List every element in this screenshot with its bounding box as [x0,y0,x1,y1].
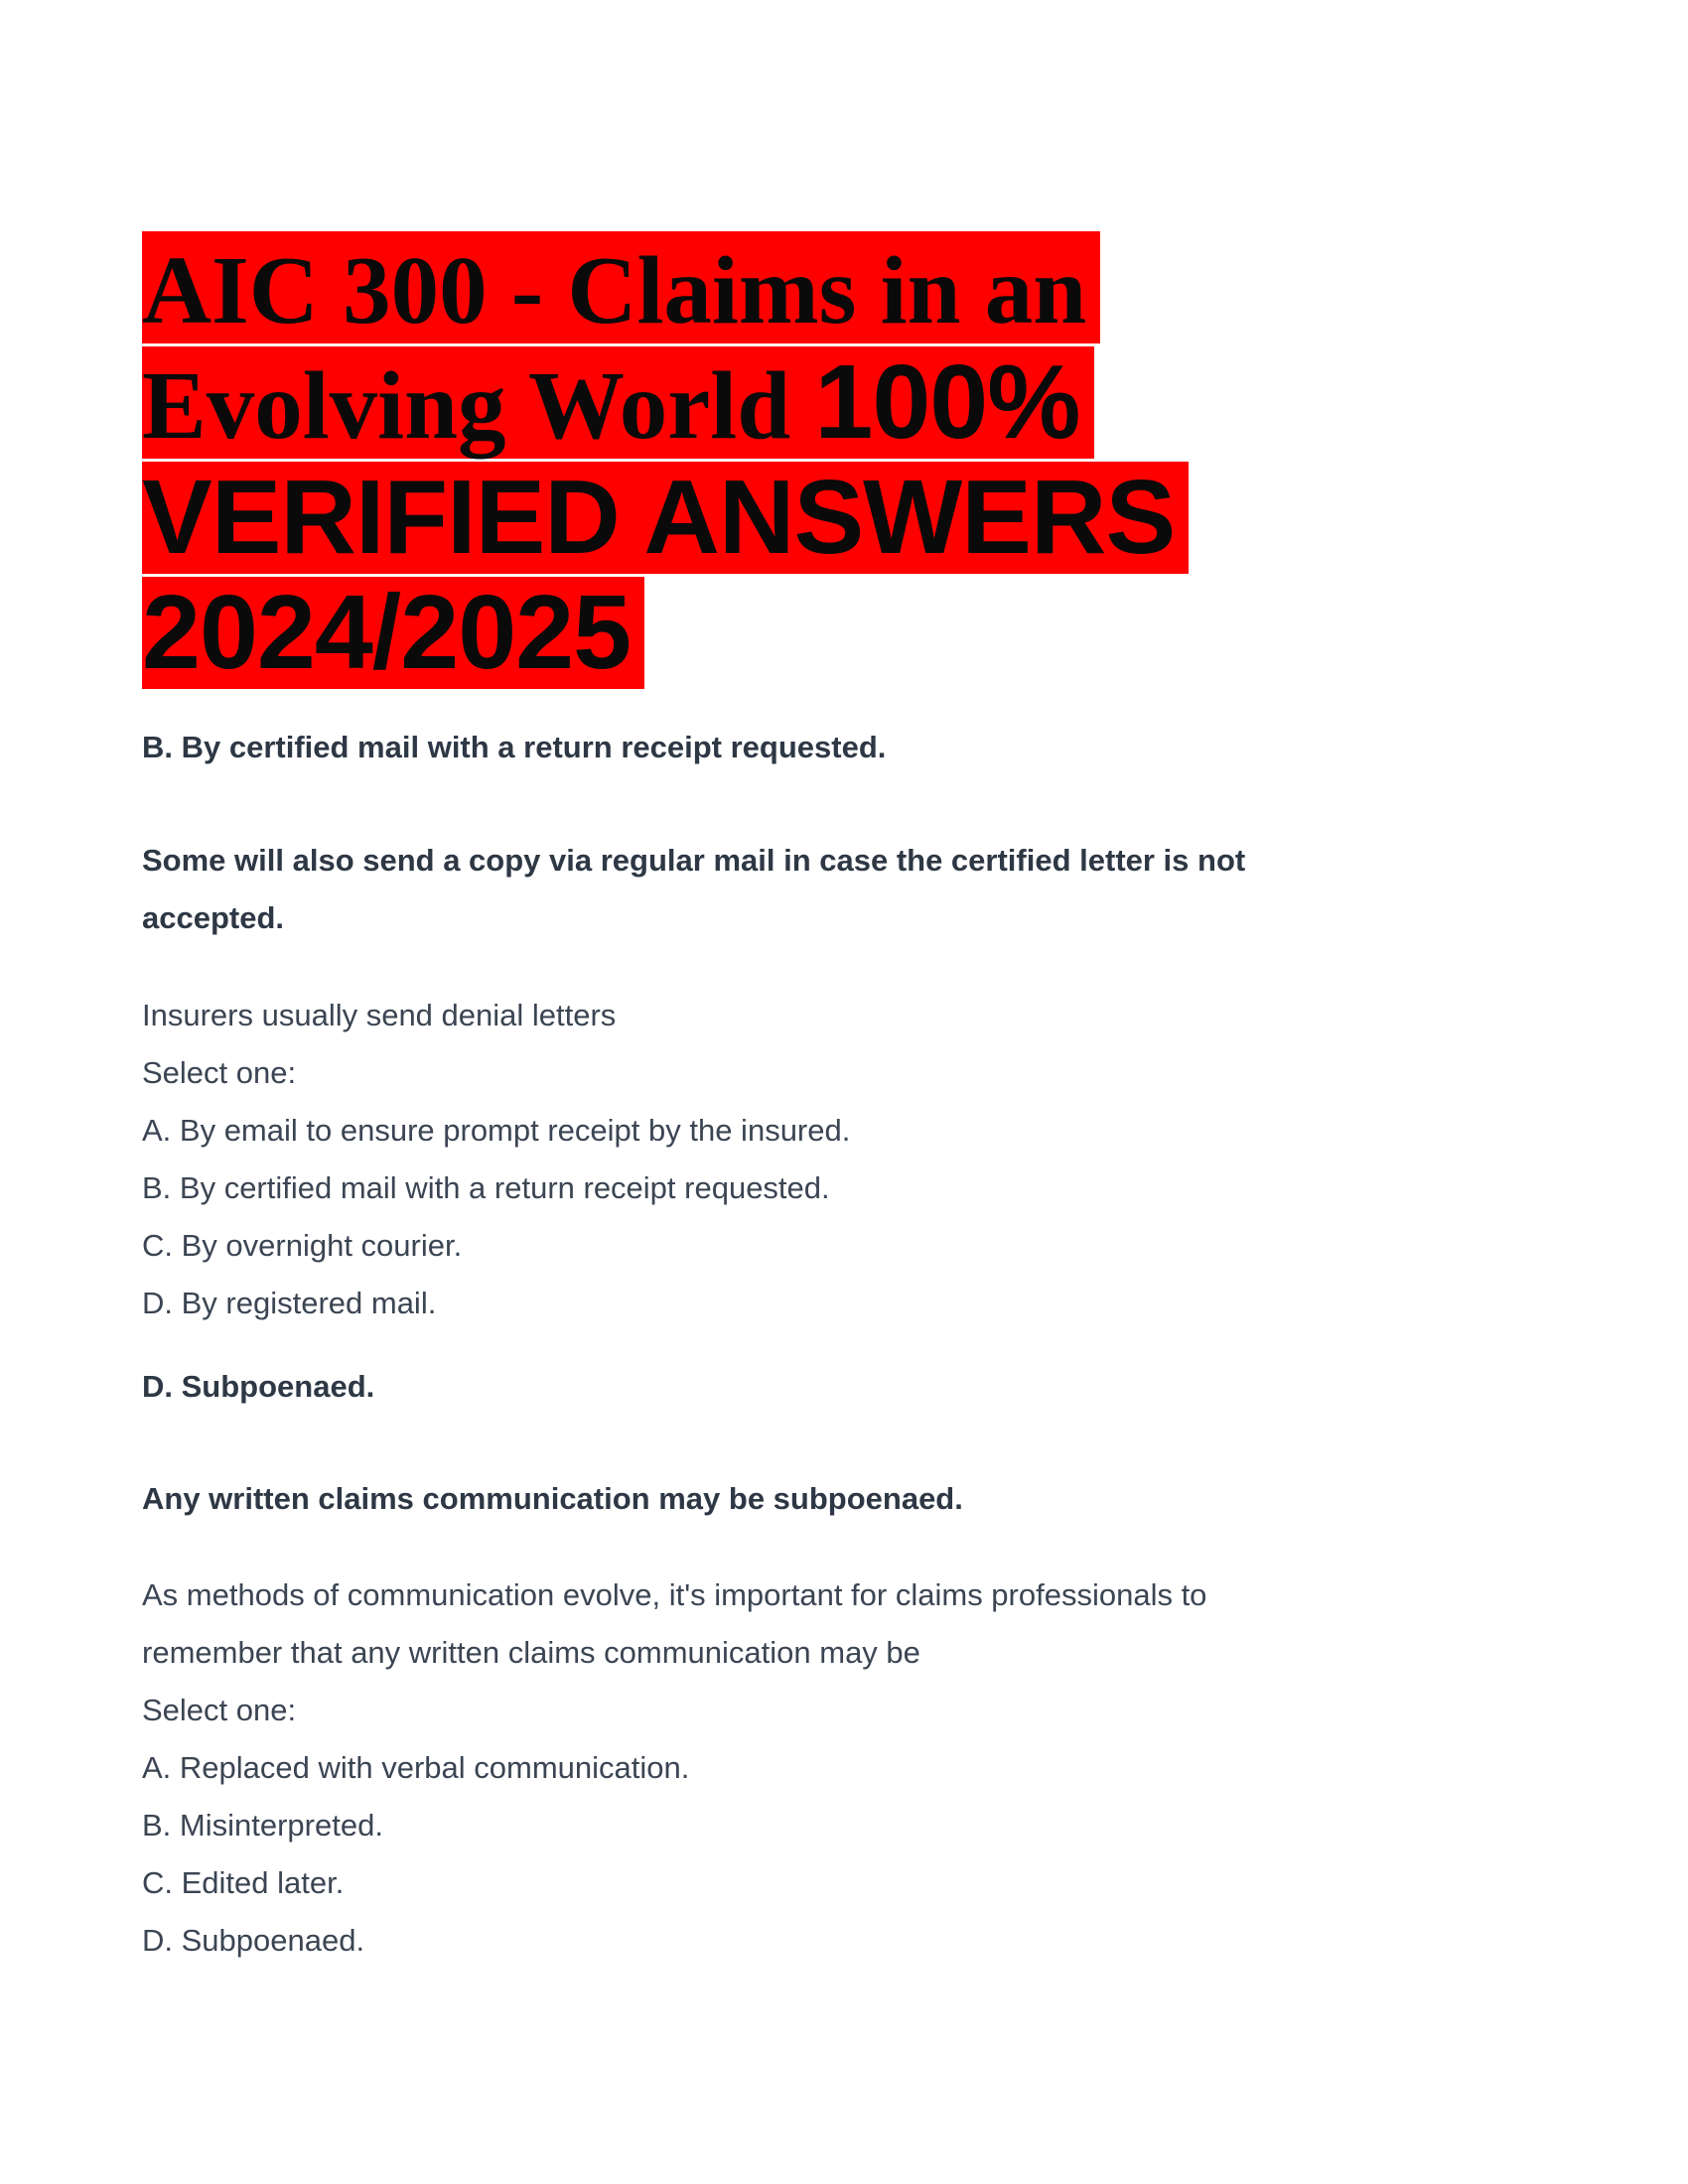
option-c: C. By overnight courier. [142,1228,463,1263]
select-one-label: Select one: [142,1055,297,1090]
title-line-2-sans-text: 100% [814,343,1080,461]
option-b: B. Misinterpreted. [142,1808,383,1843]
text-line: Any written claims communication may be subpoenaed. [142,1481,963,1516]
answer-explanation-1 [142,832,1562,947]
title-line-4-sans-text: 2024/2025 [142,574,632,691]
title-line-2 [142,343,1562,461]
option-d: D. By registered mail. [142,1286,437,1320]
text-line: accepted. [142,900,285,935]
document-body [142,231,1562,1970]
answer-block-1 [142,719,1562,776]
title-highlight-3 [142,459,1189,576]
title-line-3 [142,459,1562,576]
title-line-2-serif-text: Evolving World [142,352,815,459]
title-line-1-serif-text: AIC 300 - Claims in an [142,237,1087,343]
title-line-4 [142,574,1562,691]
question-block-1 [142,987,1562,1332]
title-highlight-2 [142,343,1094,461]
answer-text: B. By certified mail with a return receipt requested. [142,730,887,764]
select-one-label: Select one: [142,1693,297,1727]
question-text: remember that any written claims communication may be [142,1635,920,1670]
option-a: A. Replaced with verbal communication. [142,1750,690,1785]
answer-text: D. Subpoenaed. [142,1369,375,1404]
question-text: As methods of communication evolve, it's important for claims professionals to [142,1577,1207,1612]
option-d: D. Subpoenaed. [142,1923,365,1958]
title-line-1 [142,231,1562,343]
title-line-3-sans-text: VERIFIED ANSWERS [142,459,1176,576]
answer-explanation-2 [142,1470,1562,1528]
document-title [142,231,1562,689]
answer-block-2 [142,1358,1562,1416]
option-b: B. By certified mail with a return receipt requested. [142,1170,830,1205]
text-line: Some will also send a copy via regular mail in case the certified letter is not [142,843,1246,878]
title-highlight-1 [142,231,1100,343]
option-a: A. By email to ensure prompt receipt by the insured. [142,1113,851,1148]
title-highlight-4 [142,574,644,691]
question-block-2 [142,1567,1562,1970]
question-text: Insurers usually send denial letters [142,998,617,1032]
option-c: C. Edited later. [142,1865,345,1900]
